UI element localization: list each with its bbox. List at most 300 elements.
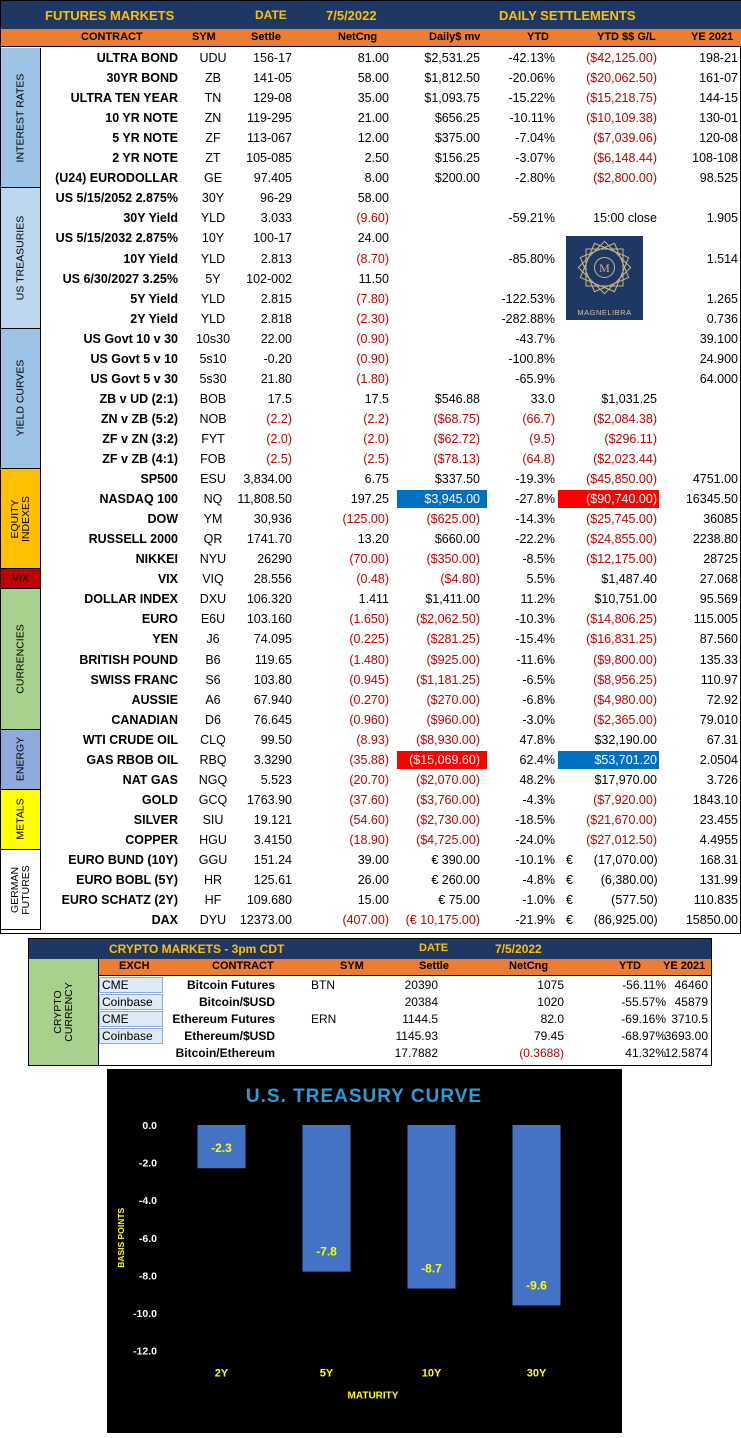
cell-netcng: 11.50	[358, 271, 389, 286]
col-contract: CONTRACT	[81, 31, 143, 43]
cell-daily-mv: € 75.00	[438, 893, 480, 908]
cell-sym: VIQ	[202, 572, 224, 587]
cell-ytd-gl: ($14,806.25)	[586, 612, 657, 627]
cell-sym: FOB	[200, 452, 226, 466]
cell-ye2021: 130-01	[699, 111, 738, 126]
col-sym: SYM	[192, 31, 216, 43]
table-row	[1, 790, 741, 810]
cell-ytd-gl: ($15,218.75)	[586, 91, 657, 106]
cell-ye2021: 115.005	[693, 612, 738, 627]
cell-netcng: 17.5	[364, 391, 389, 406]
table-row	[1, 429, 741, 449]
table-row	[1, 830, 741, 850]
cell-sym: RBQ	[199, 752, 227, 767]
cell-settle: 3,834.00	[243, 472, 292, 487]
cell-ytd: -6.5%	[522, 672, 555, 687]
cell-ytd: -56.11%	[622, 978, 666, 992]
col-ytd-gl: YTD $$ G/L	[597, 31, 656, 43]
cell-netcng: 1020	[537, 994, 564, 1009]
col-daily: Daily$ mv	[429, 31, 481, 43]
cell-ytd-gl: € (577.50)	[566, 893, 658, 908]
cell-settle: (2.0)	[266, 431, 292, 446]
cell-ytd-gl: ($2,023.44)	[593, 452, 657, 466]
y-tick-label: -4.0	[138, 1195, 157, 1208]
table-row	[1, 609, 741, 629]
cell-contract: ZF v ZN (3:2)	[102, 431, 178, 446]
cell-netcng: 15.00	[357, 893, 389, 908]
cell-contract: 2 YR NOTE	[112, 151, 178, 166]
cell-sym: NQ	[203, 492, 223, 507]
settlements-label: DAILY SETTLEMENTS	[499, 8, 636, 23]
cell-settle: 26290	[257, 552, 292, 567]
cell-daily-mv: ($4.80)	[440, 572, 480, 587]
cell-sym: J6	[206, 632, 220, 647]
cell-sym: HR	[203, 873, 223, 888]
cell-daily-mv: $656.25	[434, 111, 480, 126]
cell-ytd: -15.4%	[515, 632, 555, 647]
cell-contract: RUSSELL 2000	[88, 532, 178, 547]
table-row	[1, 389, 741, 409]
table-row	[1, 910, 741, 930]
cell-netcng: 6.75	[364, 472, 389, 487]
cell-ytd: -6.8%	[522, 692, 555, 707]
section-label-text: CURRENCIES	[14, 624, 26, 694]
cell-netcng: 12.00	[357, 131, 389, 146]
cell-contract: 2Y Yield	[130, 311, 178, 326]
cell-contract: DOW	[147, 512, 178, 527]
cell-contract: CANADIAN	[111, 712, 178, 727]
ccol-netcng: NetCng	[509, 960, 549, 972]
cell-ytd: 47.8%	[519, 732, 555, 747]
cell-daily-mv: ($350.00)	[426, 552, 480, 567]
cell-netcng: (8.93)	[356, 732, 389, 747]
cell-ytd: -14.3%	[515, 512, 555, 527]
cell-daily-mv: $660.00	[434, 532, 480, 547]
ccol-sym: SYM	[340, 960, 364, 972]
cell-daily-mv: ($625.00)	[426, 512, 480, 527]
cell-settle: 67.940	[253, 692, 292, 707]
col-ye2021: YE 2021	[691, 31, 734, 43]
cell-ytd: -122.53%	[501, 291, 555, 306]
cell-ytd: (66.7)	[522, 411, 555, 426]
cell-ye2021: 2238.80	[692, 532, 738, 547]
cell-ye2021: 36085	[703, 512, 738, 527]
cell-netcng: 58.00	[357, 71, 389, 86]
cell-contract: DOLLAR INDEX	[84, 592, 178, 607]
cell-netcng: 26.00	[357, 873, 389, 888]
cell-contract: Bitcoin/Ethereum	[175, 1045, 275, 1060]
cell-sym: ESU	[200, 472, 226, 487]
cell-sym: 10s30	[195, 331, 231, 346]
cell-ytd: 48.2%	[519, 772, 555, 787]
cell-netcng: (0.945)	[349, 672, 389, 687]
cell-contract: YEN	[152, 632, 178, 647]
cell-contract: SWISS FRANC	[90, 672, 178, 687]
cell-daily-mv: (€ 10,175.00)	[405, 913, 480, 928]
cell-daily-mv: $1,812.50	[424, 71, 480, 86]
crypto-date-label: DATE	[419, 942, 449, 954]
cell-contract: ZF v ZB (4:1)	[102, 452, 178, 466]
cell-settle: 96-29	[260, 191, 292, 206]
col-ytd: YTD	[527, 31, 549, 43]
y-tick-label: -8.0	[138, 1270, 157, 1283]
date-label: DATE	[255, 8, 287, 22]
cell-netcng: (1.650)	[349, 612, 389, 627]
cell-netcng: (0.90)	[356, 351, 389, 366]
cell-ye2021: 23.455	[699, 812, 738, 827]
bar-value-label: -9.6	[526, 1278, 547, 1293]
cell-ytd: -100.8%	[508, 351, 555, 366]
cell-contract: US 6/30/2027 3.25%	[62, 271, 178, 286]
cell-exch: Coinbase	[99, 994, 163, 1010]
cell-ytd: -55.57%	[621, 994, 666, 1009]
cell-contract: Ethereum/$USD	[184, 1028, 275, 1043]
cell-ytd-gl: ($9,800.00)	[593, 652, 657, 667]
crypto-panel	[28, 938, 712, 1066]
table-row	[1, 670, 741, 690]
cell-ytd-gl: $10,751.00	[594, 592, 657, 607]
cell-daily-mv: ($68.75)	[433, 411, 480, 426]
cell-ye2021: 1843.10	[692, 792, 738, 807]
table-row	[1, 148, 741, 168]
table-row	[1, 329, 741, 349]
cell-contract: EURO SCHATZ (2Y)	[61, 893, 178, 908]
cell-settle: 156-17	[253, 51, 292, 65]
cell-netcng: (20.70)	[349, 772, 389, 787]
cell-contract: ZN v ZB (5:2)	[100, 411, 178, 426]
cell-settle: 1144.5	[402, 1011, 438, 1026]
cell-ytd-gl: $17,970.00	[594, 772, 657, 787]
cell-contract: US 5/15/2032 2.875%	[55, 231, 178, 246]
cell-sym: B6	[205, 652, 221, 667]
cell-contract: (U24) EURODOLLAR	[55, 171, 178, 186]
cell-settle: 102-002	[246, 271, 292, 286]
cell-settle: 99.50	[260, 732, 292, 747]
cell-settle: 2.815	[260, 291, 292, 306]
cell-settle: 12373.00	[239, 913, 292, 928]
cell-ytd-gl: ($12,175.00)	[586, 552, 657, 567]
cell-settle: 100-17	[253, 231, 292, 246]
col-netcng: NetCng	[338, 31, 378, 43]
cell-daily-mv: € 260.00	[431, 873, 480, 888]
cell-ytd: -4.3%	[522, 792, 555, 807]
cell-daily-mv: ($8,930.00)	[416, 732, 480, 747]
cell-settle: 141-05	[253, 71, 292, 86]
cell-ytd-gl: ($24,855.00)	[586, 532, 657, 547]
cell-settle: 119-295	[247, 111, 292, 126]
cell-ytd: -3.0%	[522, 712, 555, 727]
section-label-text: METALS	[14, 798, 26, 841]
cell-ye2021: 4.4955	[699, 832, 738, 847]
cell-settle: 1763.90	[246, 792, 292, 807]
cell-daily-mv: € 390.00	[431, 853, 480, 867]
cell-daily-mv: $2,531.25	[424, 51, 480, 65]
cell-contract: AUSSIE	[131, 692, 178, 707]
cell-contract: 10 YR NOTE	[105, 111, 178, 126]
table-row	[1, 108, 741, 128]
cell-ytd: -282.88%	[501, 311, 555, 326]
cell-ytd: 62.4%	[519, 752, 555, 767]
cell-sym: YM	[203, 512, 223, 527]
cell-netcng: 81.00	[357, 51, 389, 65]
cell-sym: NGQ	[198, 772, 228, 787]
cell-settle: 76.645	[253, 712, 292, 727]
cell-settle: 19.121	[253, 812, 292, 827]
cell-settle: 74.095	[253, 632, 292, 647]
cell-ytd: -27.8%	[515, 492, 555, 507]
cell-ye2021: 135.33	[699, 652, 738, 667]
cell-settle: 1741.70	[246, 532, 292, 547]
cell-netcng: (18.90)	[349, 832, 389, 847]
cell-sym: HF	[204, 893, 222, 908]
cell-ye2021: 0.736	[706, 311, 738, 326]
table-row	[1, 48, 741, 68]
cell-settle: 17.5	[267, 391, 292, 406]
cell-exch: Coinbase	[99, 1028, 163, 1044]
crypto-title: CRYPTO MARKETS - 3pm CDT	[109, 942, 285, 956]
cell-daily-mv: ($4,725.00)	[416, 832, 480, 847]
cell-settle: 2.818	[260, 311, 292, 326]
cell-ytd: 41.32%	[625, 1045, 666, 1060]
cell-ye2021: 1.514	[706, 251, 738, 266]
cell-contract: ULTRA TEN YEAR	[70, 91, 178, 106]
cell-sym: TN	[204, 91, 222, 106]
cell-netcng: (2.0)	[363, 431, 389, 446]
cell-contract: US Govt 5 v 30	[90, 371, 178, 386]
table-row	[1, 569, 741, 589]
cell-settle: 103.160	[246, 612, 292, 627]
cell-ye2021: 108-108	[692, 151, 738, 166]
cell-daily-mv: $337.50	[434, 472, 480, 487]
cell-ytd-gl: ($45,850.00)	[586, 472, 657, 487]
cell-sym: ZB	[205, 71, 221, 86]
cell-settle: 17.7882	[394, 1045, 438, 1060]
date-value: 7/5/2022	[326, 8, 377, 23]
cell-sym: NYU	[199, 552, 227, 567]
table-row	[1, 629, 741, 649]
cell-sym: ZN	[204, 111, 222, 126]
cell-ye2021: 120-08	[699, 131, 738, 146]
table-row	[1, 409, 741, 429]
cell-netcng: (1.80)	[356, 371, 389, 386]
section-label-text: US TREASURIES	[14, 215, 26, 301]
cell-ye2021: 161-07	[699, 71, 738, 86]
cell-netcng: (0.270)	[349, 692, 389, 707]
cell-contract: DAX	[151, 913, 178, 928]
futures-title: FUTURES MARKETS	[45, 8, 175, 23]
cell-sym: E6U	[200, 612, 226, 627]
y-tick-label: -10.0	[133, 1308, 157, 1320]
bar-value-label: -8.7	[421, 1261, 442, 1276]
magnelibra-logo-mark	[566, 236, 643, 306]
cell-netcng: (125.00)	[342, 512, 389, 527]
cell-sym: GE	[203, 171, 223, 186]
ccol-exch: EXCH	[119, 960, 150, 972]
cell-netcng: (1.480)	[349, 652, 389, 667]
cell-daily-mv: ($925.00)	[426, 652, 480, 667]
cell-ytd: (9.5)	[529, 431, 555, 446]
cell-netcng: 21.00	[357, 111, 389, 126]
cell-contract: 5 YR NOTE	[112, 131, 178, 146]
cell-sym: 5s10	[199, 351, 227, 366]
cell-sym: GCQ	[198, 792, 228, 807]
cell-ye2021: 15850.00	[685, 913, 738, 928]
cell-ye2021: 3693.00	[664, 1028, 708, 1043]
table-row	[1, 489, 741, 509]
col-settle: Settle	[251, 31, 281, 43]
cell-contract: Bitcoin Futures	[186, 978, 275, 992]
cell-ye2021: 3.726	[706, 772, 738, 787]
cell-daily-mv: ($62.72)	[433, 431, 480, 446]
cell-contract: ULTRA BOND	[96, 51, 178, 65]
cell-daily-mv: ($281.25)	[426, 632, 480, 647]
cell-ye2021: 39.100	[699, 331, 738, 346]
x-tick-label: 10Y	[421, 1367, 442, 1380]
treasury-curve-chart	[107, 1069, 622, 1433]
cell-sym: BTN	[311, 978, 335, 992]
cell-ytd-gl: ($296.11)	[604, 431, 657, 446]
futures-title-bar	[1, 1, 741, 29]
cell-contract: WTI CRUDE OIL	[82, 732, 178, 747]
cell-settle: 3.4150	[253, 832, 292, 847]
cell-daily-mv: ($2,730.00)	[416, 812, 480, 827]
cell-contract: EURO BUND (10Y)	[68, 853, 178, 867]
table-row	[1, 369, 741, 389]
cell-ytd: -43.7%	[515, 331, 555, 346]
table-row	[1, 850, 741, 870]
cell-netcng: 13.20	[357, 532, 389, 547]
cell-ytd-gl: ($16,831.25)	[586, 632, 657, 647]
section-label-text: ENERGY	[14, 737, 26, 782]
cell-exch: CME	[99, 1011, 163, 1027]
cell-daily-mv: ($1,181.25)	[416, 672, 480, 687]
cell-ytd-gl: ($21,670.00)	[586, 812, 657, 827]
cell-netcng: (54.60)	[349, 812, 389, 827]
cell-sym: D6	[205, 712, 221, 727]
table-row	[1, 168, 741, 188]
y-tick-label: -2.0	[138, 1157, 157, 1170]
crypto-date-value: 7/5/2022	[495, 942, 542, 956]
cell-settle: 151.24	[253, 853, 292, 867]
cell-daily-mv: $3,945.00	[424, 492, 480, 507]
cell-contract: EURO	[141, 612, 178, 627]
cell-sym: 5s30	[199, 371, 227, 386]
y-tick-label: 0.0	[142, 1120, 157, 1132]
cell-ytd: -7.04%	[515, 131, 555, 146]
cell-ytd: -10.3%	[515, 612, 555, 627]
cell-netcng: 8.00	[364, 171, 389, 186]
cell-sym: FYT	[201, 431, 225, 446]
cell-ytd: -10.11%	[509, 111, 555, 126]
cell-ye2021: 131.99	[699, 873, 738, 888]
cell-contract: COPPER	[125, 832, 178, 847]
cell-ye2021: 198-21	[699, 51, 738, 65]
cell-ytd: -18.5%	[515, 812, 555, 827]
cell-netcng: (0.90)	[356, 331, 389, 346]
cell-contract: SP500	[140, 472, 178, 487]
cell-settle: 1145.93	[395, 1028, 438, 1043]
table-row	[1, 188, 741, 208]
cell-daily-mv: $1,411.00	[425, 592, 480, 607]
cell-ytd-gl: ($20,062.50)	[586, 71, 657, 86]
cell-ytd-gl: ($90,740.00)	[586, 492, 657, 507]
cell-ye2021: 16345.50	[685, 492, 738, 507]
cell-contract: BRITISH POUND	[79, 652, 178, 667]
cell-ytd: -8.5%	[522, 552, 555, 567]
cell-ye2021: 3710.5	[671, 1011, 708, 1026]
table-row	[1, 549, 741, 569]
cell-ytd: -20.06%	[508, 71, 555, 86]
cell-ytd-gl: 15:00 close	[593, 211, 657, 226]
cell-sym: 5Y	[205, 271, 221, 286]
section-label-text: GERMAN FUTURES	[8, 864, 32, 915]
cell-ytd: -24.0%	[515, 832, 555, 847]
cell-sym: S6	[205, 672, 221, 687]
cell-netcng: (35.88)	[349, 752, 389, 767]
cell-contract: ZB v UD (2:1)	[99, 391, 178, 406]
cell-ye2021: 79.010	[699, 712, 738, 727]
cell-sym: DYU	[199, 913, 227, 928]
cell-netcng: (7.80)	[356, 291, 389, 306]
cell-sym: YLD	[200, 311, 226, 326]
cell-sym: CLQ	[200, 732, 226, 747]
x-tick-label: 30Y	[526, 1367, 547, 1380]
cell-ye2021: 72.92	[706, 692, 738, 707]
section-label-text: YIELD CURVES	[14, 359, 26, 437]
cell-ye2021: 2.0504	[699, 752, 738, 767]
cell-ytd-gl: ($25,745.00)	[586, 512, 657, 527]
crypto-side-label: CRYPTO CURRENCY	[51, 982, 75, 1042]
cell-netcng: 197.25	[350, 492, 389, 507]
cell-ye2021: 110.835	[693, 893, 738, 908]
cell-sym: GGU	[198, 853, 228, 867]
ccol-ytd: YTD	[619, 960, 641, 972]
cell-settle: 113-067	[247, 131, 292, 146]
cell-ytd-gl: ($4,980.00)	[593, 692, 657, 707]
table-row	[1, 469, 741, 489]
chart-title: U.S. TREASURY CURVE	[245, 1086, 483, 1107]
ccol-ye2021: YE 2021	[663, 960, 706, 972]
treasury-curve-svg	[107, 1069, 622, 1433]
cell-ytd-gl: € (86,925.00)	[566, 913, 658, 928]
cell-ytd: -22.2%	[515, 532, 555, 547]
cell-sym: NOB	[199, 411, 227, 426]
cell-contract: VIX	[157, 572, 178, 587]
table-row	[1, 589, 741, 609]
cell-netcng: 35.00	[357, 91, 389, 106]
cell-ytd: 5.5%	[526, 572, 555, 587]
section-label-text: VIX	[12, 572, 29, 585]
section-label-text: EQUITY INDEXES	[8, 495, 32, 542]
cell-ye2021: 98.525	[699, 171, 738, 186]
section-label-text: INTEREST RATES	[14, 73, 26, 163]
cell-ytd-gl: $53,701.20	[594, 752, 657, 767]
cell-settle: 20384	[404, 994, 438, 1009]
bar-value-label: -2.3	[211, 1141, 232, 1156]
table-row	[1, 349, 741, 369]
cell-ytd: -15.22%	[508, 91, 555, 106]
cell-ye2021: 95.569	[699, 592, 738, 607]
cell-contract: US 5/15/2052 2.875%	[55, 191, 178, 206]
cell-daily-mv: ($2,062.50)	[416, 612, 480, 627]
cell-daily-mv: ($2,070.00)	[416, 772, 480, 787]
cell-netcng: 2.50	[364, 151, 389, 166]
cell-ytd-gl: ($2,365.00)	[593, 712, 657, 727]
cell-sym: BOB	[199, 391, 227, 406]
y-tick-label: -12.0	[133, 1345, 157, 1358]
cell-sym: ERN	[311, 1011, 337, 1026]
cell-contract: NAT GAS	[122, 772, 178, 787]
